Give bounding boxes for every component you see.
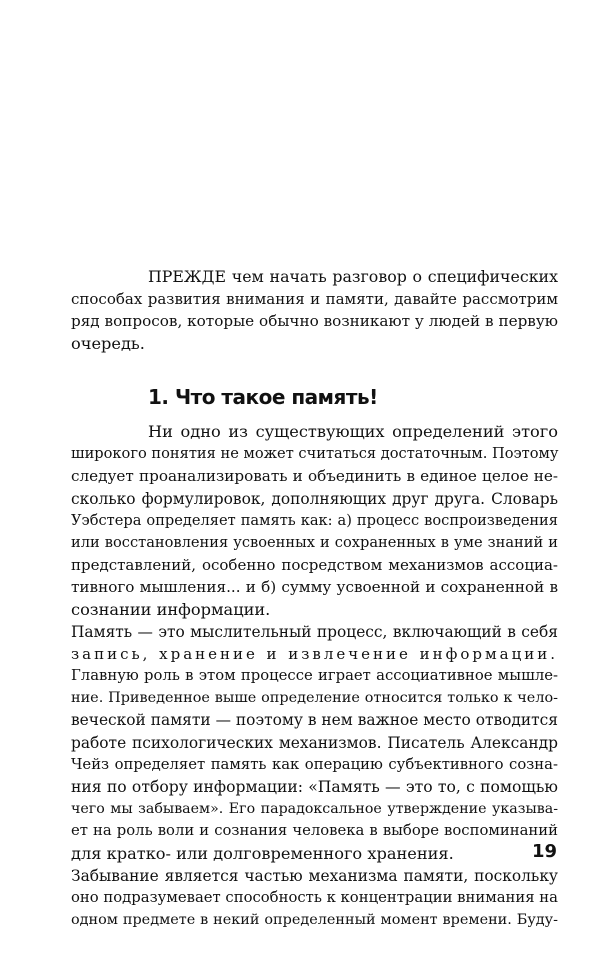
intro-line: ПРЕЖДЕ чем начать разговор о специфических — [148, 267, 558, 286]
body-line: веческой памяти — поэтому в нем важное место отводится — [71, 711, 558, 730]
body-line: Чейз определяет память как операцию субъективного созна- — [71, 755, 558, 773]
body-line: для кратко- или долговременного хранения. — [71, 843, 454, 863]
section-heading: 1. Что такое память! — [148, 385, 378, 409]
body-line: Ни одно из существующих определений этого — [148, 422, 558, 441]
body-line: следует проанализировать и объединить в единое целое не- — [71, 467, 558, 486]
body-line: Память — это мыслительный процесс, включающий в себя — [71, 622, 558, 641]
body-line: сознании информации. — [71, 599, 271, 619]
body-line: представлений, особенно посредством механизмов ассоциа- — [71, 556, 558, 575]
body-line: широкого понятия не может считаться достаточным. Поэтому — [71, 445, 559, 463]
page-number: 19 — [532, 841, 558, 862]
body-line: или восстановления усвоенных и сохраненных в уме знаний и — [71, 533, 558, 551]
body-line: оно подразумевает способность к концентрации внимания на — [71, 888, 558, 906]
intro-line: способах развития внимания и памяти, давайте рассмотрим — [71, 290, 558, 309]
body-line: ния по отбору информации: «Память — это то, с помощью — [71, 778, 558, 796]
body-line: чего мы забываем». Его парадоксальное утверждение указыва- — [71, 801, 558, 818]
body-line: работе психологических механизмов. Писатель Александр — [71, 733, 558, 752]
body-line-spaced: запись, хранение и извлечение информации. — [71, 644, 558, 663]
body-line: одном предмете в некий определенный момент времени. Буду- — [71, 912, 558, 929]
body-line: Забывание является частью механизма памяти, поскольку — [71, 866, 558, 885]
body-line: тивного мышления... и б) сумму усвоенной и сохраненной в — [71, 578, 558, 597]
body-line: Главную роль в этом процессе играет ассоциативное мышле- — [71, 667, 558, 685]
body-line: ние. Приведенное выше определение относится только к чело- — [71, 690, 558, 707]
body-line: сколько формулировок, дополняющих друг друга. Словарь — [71, 489, 558, 508]
body-text — [71, 421, 558, 931]
intro-line: очередь. — [71, 333, 145, 353]
intro-line: ряд вопросов, которые обычно возникают у людей в первую — [71, 312, 558, 331]
body-line: Уэбстера определяет память как: а) процесс воспроизведения — [71, 511, 558, 529]
intro-paragraph — [71, 266, 558, 355]
body-line: ет на роль воли и сознания человека в выборе воспоминаний — [71, 822, 558, 840]
